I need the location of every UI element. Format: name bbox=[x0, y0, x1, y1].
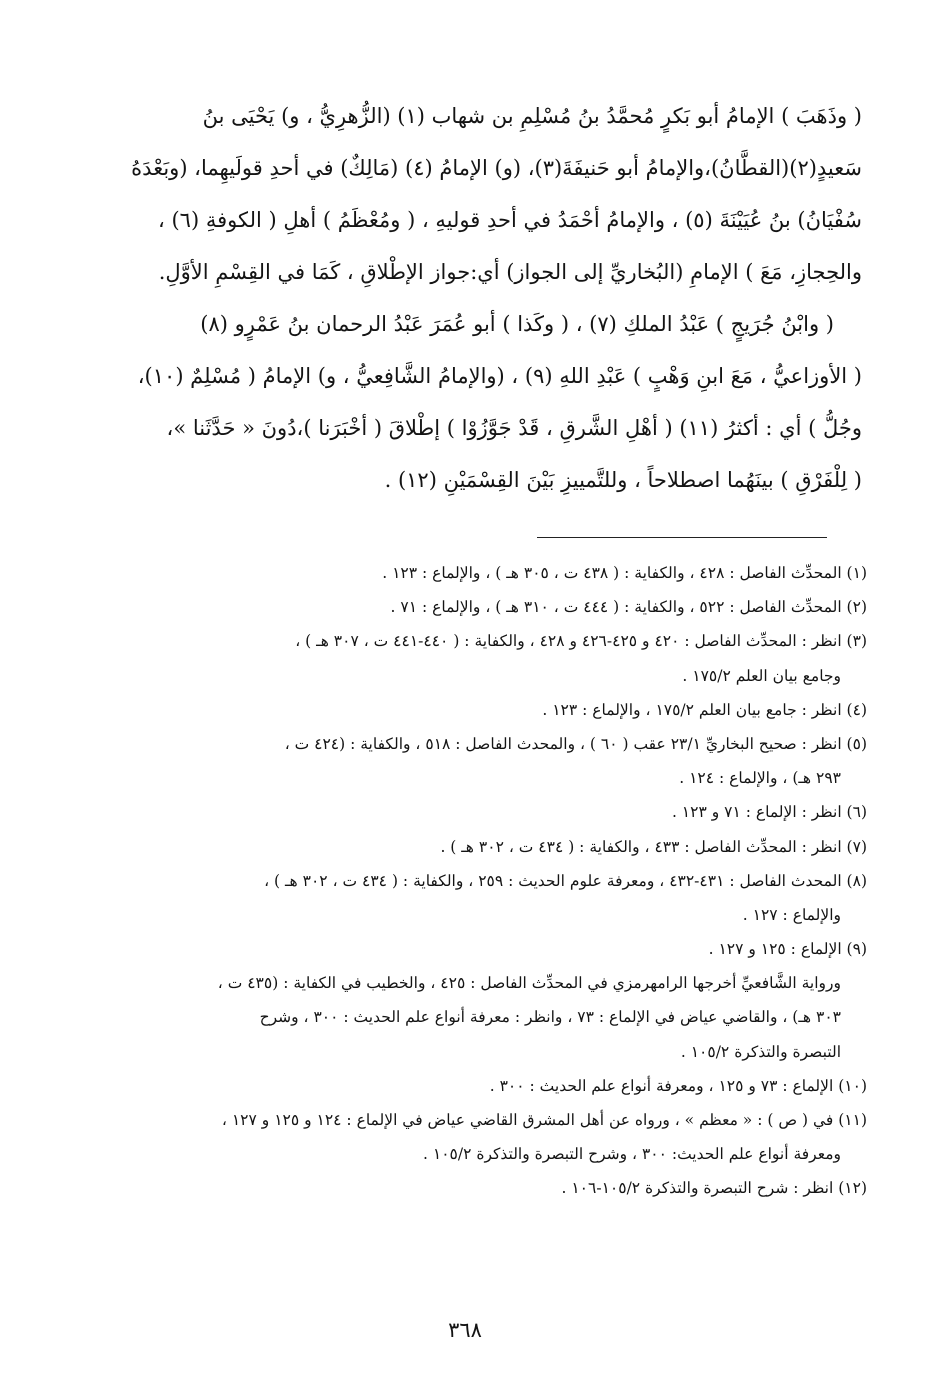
footnote-line: ورواية الشَّافعيِّ أخرجها الرامهرمزي في المحدِّث الفاصل : ٤٢٥ ، والخطيب في الكفاية : (٤٣٥ ت ، bbox=[217, 974, 841, 993]
footnote-line: (٤) انظر : جامع بيان العلم ١٧٥/٢ ، والإلماع : ١٢٣ . bbox=[542, 700, 867, 719]
footnote-line: ٣٠٣ هـ) ، والقاضي عياض في الإلماع : ٧٣ ، وانظر : معرفة أنواع علم الحديث : ٣٠٠ ، وشرح bbox=[259, 1008, 841, 1027]
footnote-line: ومعرفة أنواع علم الحديث: ٣٠٠ ، وشرح التبصرة والتذكرة ١٠٥/٢ . bbox=[423, 1145, 841, 1164]
main-text-line: ( وذَهَبَ ) الإمامُ أبو بَكرٍ مُحمَّدُ بنُ مُسْلِمِ بن شهاب (١) (الزُّهرِيُّ ، و) يَحْيَى بنُ bbox=[202, 104, 862, 128]
footnote-line: (٩) الإلماع : ١٢٥ و ١٢٧ . bbox=[708, 940, 867, 959]
main-text-block bbox=[72, 90, 862, 506]
footnote-line: والإلماع : ١٢٧ . bbox=[742, 905, 841, 924]
footnote-line: (١٠) الإلماع : ٧٣ و ١٢٥ ، ومعرفة أنواع علم الحديث : ٣٠٠ . bbox=[489, 1076, 867, 1095]
footnote-line: (١١) في ( ص ) : « معظم » ، ورواه عن أهل المشرق القاضي عياض في الإلماع : ١٢٤ و ١٢٥ و ١٢٧ ، bbox=[221, 1111, 867, 1129]
main-text-line: ( وابْنُ جُرَيجٍ ) عَبْدُ الملكِ (٧) ، ( وكَذا ) أبو عُمَرَ عَبْدُ الرحمان بنُ عَمْرٍو (٨) bbox=[200, 312, 834, 336]
footnote-separator bbox=[537, 537, 827, 538]
footnote-line: التبصرة والتذكرة ١٠٥/٢ . bbox=[680, 1042, 841, 1061]
main-text-line: والحِجازِ، مَعَ ) الإمامِ (البُخاريِّ إلى الجواز) أي:جواز الإطْلاقِ ، كَمَا في القِسْمِ الأوَّلِ. bbox=[158, 260, 862, 284]
footnote-line: (٨) المحدث الفاصل : ٤٣١-٤٣٢ ، ومعرفة علوم الحديث : ٢٥٩ ، والكفاية : ( ٤٣٤ ت ، ٣٠٢ هـ ) ، bbox=[264, 871, 867, 890]
footnote-line: (٧) انظر : المحدِّث الفاصل : ٤٣٣ ، والكفاية : ( ٤٣٤ ت ، ٣٠٢ هـ ) . bbox=[440, 837, 867, 856]
footnote-line: (١) المحدِّث الفاصل : ٤٢٨ ، والكفاية : ( ٤٣٨ ت ، ٣٠٥ هـ ) ، والإلماع : ١٢٣ . bbox=[382, 564, 867, 582]
footnote-line: (٥) انظر : صحيح البخاريِّ ٢٣/١ عقب ( ٦٠ ) ، والمحدث الفاصل : ٥١٨ ، والكفاية : (٤٢٤ ت ، bbox=[284, 734, 867, 753]
main-text-line: ( الأوزاعيُّ ، مَعَ ابنِ وَهْبٍ ) عَبْدِ اللهِ (٩) ، (والإمامُ الشَّافِعيُّ ، و) الإمامُ ( مُسْلِمٌ (١٠)، bbox=[137, 364, 862, 388]
footnote-line: (٣) انظر : المحدِّث الفاصل : ٤٢٠ و ٤٢٥-٤٢٦ و ٤٢٨ ، والكفاية : ( ٤٤٠-٤٤١ ت ، ٣٠٧ هـ ) ، bbox=[295, 632, 867, 651]
footnote-line: ٢٩٣ هـ) ، والإلماع : ١٢٤ . bbox=[679, 769, 841, 788]
main-text-line: سُفْيَانُ) بنُ عُيَيْنَةَ (٥) ، والإمامُ أحْمَدُ في أحدِ قوليهِ ، ( ومُعْظَمُ ) أهلِ ( الكوفةِ (٦) ، bbox=[158, 208, 862, 232]
footnote-line: (٢) المحدِّث الفاصل : ٥٢٢ ، والكفاية : ( ٤٤٤ ت ، ٣١٠ هـ ) ، والإلماع : ٧١ . bbox=[390, 598, 867, 617]
footnote-line: (٦) انظر : الإلماع : ٧١ و ١٢٣ . bbox=[671, 803, 867, 822]
page-number: ٣٦٨ bbox=[448, 1318, 482, 1342]
footnote-line: (١٢) انظر : شرح التبصرة والتذكرة ١٠٥/٢-١٠٦ . bbox=[561, 1179, 867, 1198]
main-text-line: وجُلُّ ) أي : أكثرُ (١١) ( أهْلِ الشَّرقِ ، قَدْ جَوَّزُوْا ) إطْلاقَ ( أخْبَرَنا )،دُونَ « حَدَّثَنا »، bbox=[166, 416, 862, 440]
footnotes-block bbox=[72, 556, 867, 1206]
footnote-line: وجامع بيان العلم ١٧٥/٢ . bbox=[682, 666, 841, 685]
main-text-line: ( لِلْفَرْقِ ) بينَهُما اصطلاحاً ، وللتَّمييزِ بَيْنَ القِسْمَيْنِ (١٢) . bbox=[384, 468, 862, 492]
main-text-line: سَعيدٍ(٢)(القطَّانُ)،والإمامُ أبو حَنيفَةَ(٣)، (و) الإمامُ (٤) (مَالِكٌ) في أحدِ قولَيهِما، (وبَعْدَهُ bbox=[131, 156, 862, 180]
